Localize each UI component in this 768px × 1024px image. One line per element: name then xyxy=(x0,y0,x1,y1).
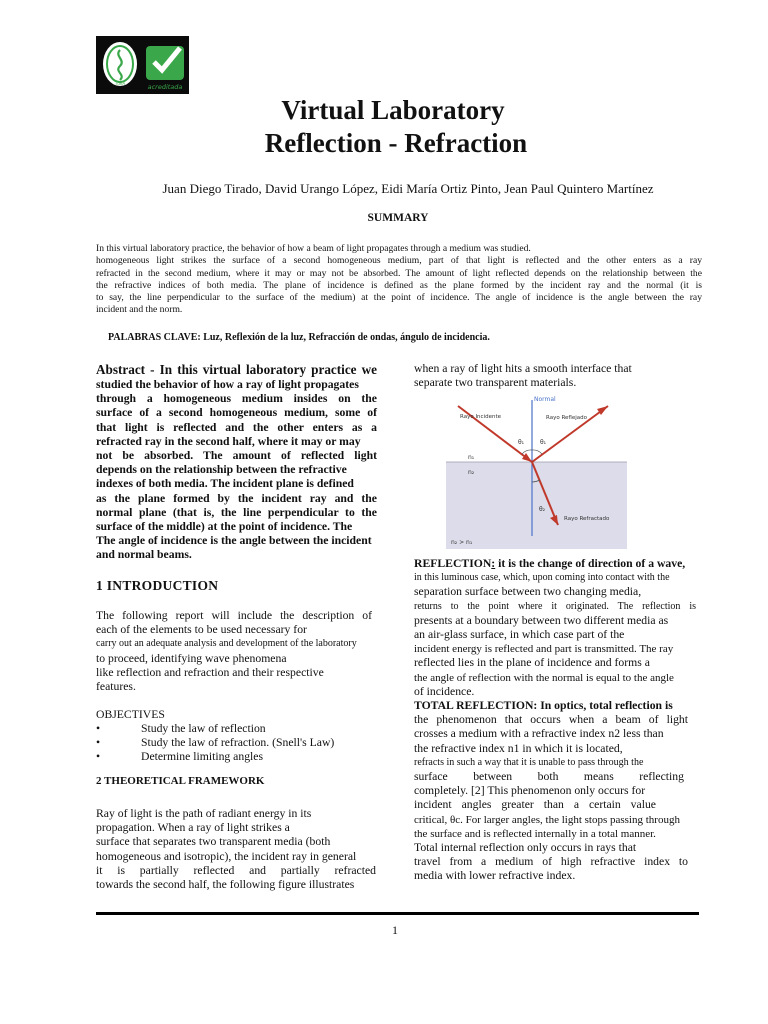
reflection-colon: : xyxy=(491,557,496,570)
summary-line: incident and the norm. xyxy=(96,304,183,316)
objective-text: Study the law of refraction. (Snell's Law) xyxy=(141,736,335,750)
abstract-line: as the plane formed by the incident ray and the xyxy=(96,491,377,505)
svg-text:TdeA: TdeA xyxy=(114,81,126,86)
summary-body xyxy=(96,243,702,317)
reflection-line: reflected lies in the plane of incidence and forms a xyxy=(414,656,650,670)
document-title-line1: Virtual Laboratory xyxy=(281,95,505,125)
theory-line: Ray of light is the path of radiant energy in its xyxy=(96,807,312,820)
reflected-label: Rayo Reflejado xyxy=(546,415,588,421)
abstract-line: The angle of incidence is the angle between the incident xyxy=(96,534,372,548)
abstract-line: and normal beams. xyxy=(96,548,192,562)
refracted-label: Rayo Refractado xyxy=(564,516,610,522)
introduction-line: like reflection and refraction and their respective xyxy=(96,665,324,679)
right-column-body xyxy=(414,557,712,884)
abstract-line: refracted ray in the second half, where it may or may xyxy=(96,434,361,448)
reflection-heading-line xyxy=(414,557,712,571)
reflection-heading: REFLECTION xyxy=(414,557,492,570)
total-reflection-line: critical, θc. For larger angles, the light stops passing through xyxy=(414,813,680,826)
page-number: 1 xyxy=(392,923,398,937)
total-reflection-line: travel from a medium of high refractive index to xyxy=(414,855,688,869)
theory-line: it is partially reflected and partially refracted xyxy=(96,863,376,877)
theta1-reflected-label: θ₁ xyxy=(540,439,547,446)
reflection-line: an air-glass surface, in which case part of the xyxy=(414,628,625,642)
abstract-line: normal plane (that is, the line perpendicular to the xyxy=(96,505,377,519)
abstract-line: surface of the middle) at the point of incidence. The xyxy=(96,520,353,534)
list-item xyxy=(96,750,376,764)
n2-label: n₂ xyxy=(468,469,475,476)
theta1-label: θ₁ xyxy=(518,439,525,446)
accreditation-badge-logo xyxy=(142,38,188,92)
bullet: • xyxy=(96,722,101,735)
incident-label: Rayo Incidente xyxy=(460,414,502,420)
total-reflection-line: the refractive index n1 in which it is located, xyxy=(414,741,623,755)
svg-text:acreditada: acreditada xyxy=(147,83,183,91)
abstract-line: that light is reflected and the other enters as a xyxy=(96,420,377,434)
document-title-line2: Reflection - Refraction xyxy=(264,128,528,158)
authors: Juan Diego Tirado, David Urango López, Eidi María Ortiz Pinto, Jean Paul Quintero Martínez xyxy=(162,181,654,196)
total-reflection-line: completely. [2] This phenomenon only occurs for xyxy=(414,784,646,798)
objective-text: Study the law of reflection xyxy=(141,722,266,735)
abstract-line: not be absorbed. The amount of reflected light xyxy=(96,449,377,463)
introduction-line: The following report will include the description of xyxy=(96,609,372,622)
list-item xyxy=(96,722,376,736)
total-reflection-line: the surface and is reflected internally in a total manner. xyxy=(414,827,656,840)
objective-text: Determine limiting angles xyxy=(141,750,264,764)
abstract xyxy=(96,362,377,563)
summary-line: In this virtual laboratory practice, the behavior of how a beam of light propagates through a medium was studied. xyxy=(96,243,531,254)
introduction-line: features. xyxy=(96,680,136,694)
n1-label: n₁ xyxy=(468,454,475,461)
theory-line: propagation. When a ray of light strikes a xyxy=(96,821,290,835)
theory-body xyxy=(96,807,376,892)
footer-rule xyxy=(96,912,699,915)
abstract-line: depends on the relationship between the refractive xyxy=(96,463,347,477)
abstract-line: surface of a second homogeneous medium, some of xyxy=(96,406,377,420)
introduction-body xyxy=(96,609,372,694)
list-item xyxy=(96,736,376,750)
reflection-line: of incidence. xyxy=(414,684,475,698)
keywords: PALABRAS CLAVE: Luz, Reflexión de la luz, Refracción de ondas, ángulo de incidencia. xyxy=(108,332,490,343)
reflection-line: the angle of reflection with the normal is equal to the angle xyxy=(414,671,674,684)
right-line: separate two transparent materials. xyxy=(414,376,577,390)
introduction-line: to proceed, identifying wave phenomena xyxy=(96,651,287,665)
total-reflection-line: incident angles greater than a certain value xyxy=(414,798,656,812)
total-reflection-line: media with lower refractive index. xyxy=(414,869,576,883)
reflection-line: returns to the point where it originated. The reflection is xyxy=(414,600,696,612)
reflection-line: incident energy is reflected and part is transmitted. The ray xyxy=(414,643,674,656)
summary-line: refracted in the second medium, where it may or may not be absorbed. The amount of light reflected depends on the relationship between the xyxy=(96,267,702,279)
theory-line: surface that separates two transparent media (both xyxy=(96,835,331,849)
abstract-line: studied the behavior of how a ray of light propagates xyxy=(96,378,359,391)
introduction-heading: 1 INTRODUCTION xyxy=(96,578,219,593)
theory-heading: 2 THEORETICAL FRAMEWORK xyxy=(96,775,265,787)
right-line: when a ray of light hits a smooth interface that xyxy=(414,362,632,375)
summary-heading: SUMMARY xyxy=(367,212,429,224)
introduction-line: carry out an adequate analysis and development of the laboratory xyxy=(96,638,357,650)
reflection-heading-rest: it is the change of direction of a wave, xyxy=(495,557,686,570)
summary-line: the refractive indices of both media. The plane of incidence is defined as the plane formed by the incident ray and the normal (it is xyxy=(96,279,702,291)
summary-line: homogeneous light strikes the surface of a second homogeneous medium, part of that light is reflected and the other enters as a ray xyxy=(96,255,702,267)
reflection-refraction-figure xyxy=(446,392,627,549)
total-reflection-heading: TOTAL REFLECTION: In optics, total reflection is xyxy=(414,699,673,713)
total-reflection-line: surface between both means reflecting xyxy=(414,770,684,784)
n-relation-label: n₂ > n₁ xyxy=(451,539,473,546)
total-reflection-line: crosses a medium with a refractive index n2 less than xyxy=(414,727,664,741)
university-seal-logo xyxy=(100,40,140,90)
abstract-line: indexes of both media. The incident plane is defined xyxy=(96,477,354,491)
reflection-line: separation surface between two changing media, xyxy=(414,585,642,599)
reflection-line: in this luminous case, which, upon coming into contact with the xyxy=(414,572,670,584)
bullet: • xyxy=(96,750,101,764)
theory-line: towards the second half, the following figure illustrates xyxy=(96,878,355,892)
abstract-line: through a homogeneous medium insides on the xyxy=(96,392,377,406)
reflection-line: presents at a boundary between two different media as xyxy=(414,613,669,627)
abstract-first-line: Abstract - In this virtual laboratory practice we xyxy=(96,362,377,377)
introduction-line: each of the elements to be used necessary for xyxy=(96,623,307,637)
theory-line: homogeneous and isotropic), the incident ray in general xyxy=(96,849,357,863)
objectives-heading: OBJECTIVES xyxy=(96,708,165,721)
right-column-intro xyxy=(414,362,664,390)
theta2-label: θ₂ xyxy=(539,506,546,513)
total-reflection-line: the phenomenon that occurs when a beam of light xyxy=(414,713,688,727)
normal-label: Normal xyxy=(534,396,556,403)
total-reflection-line: Total internal reflection only occurs in rays that xyxy=(414,841,637,855)
bullet: • xyxy=(96,736,101,750)
total-reflection-line: refracts in such a way that it is unable to pass through the xyxy=(414,756,644,768)
objectives-list xyxy=(96,722,376,765)
summary-line: to say, the line perpendicular to the surface of the medium) at the point of incidence. The angle of incidence is the angle between the ray xyxy=(96,292,702,304)
